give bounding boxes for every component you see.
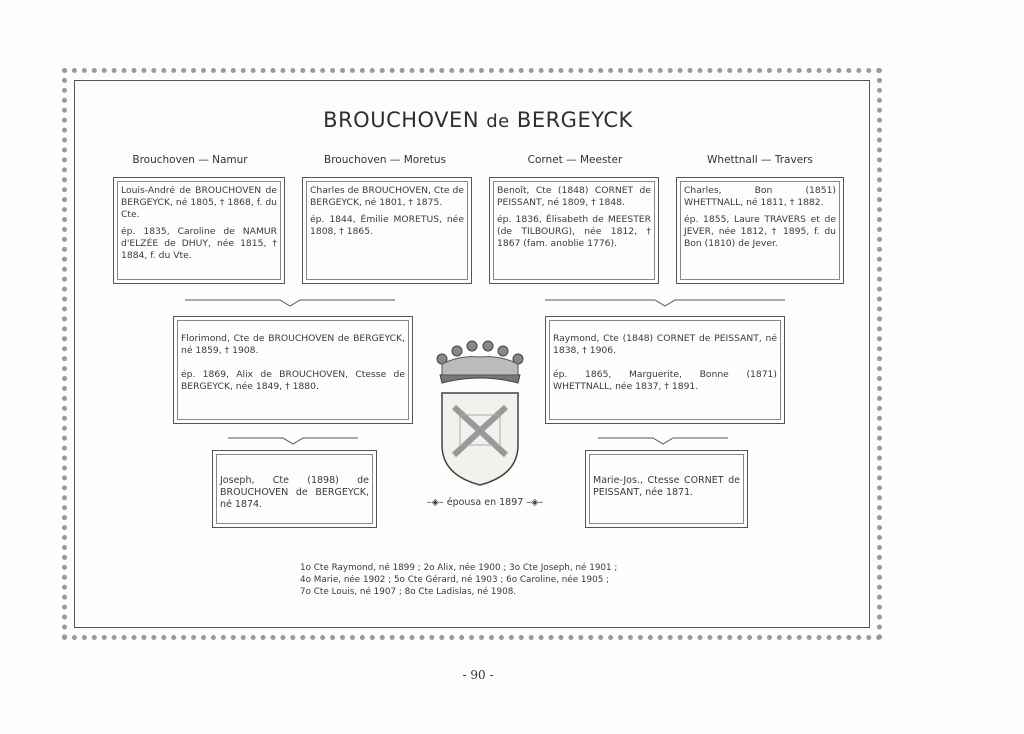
brace-connector <box>545 297 785 307</box>
second-gen-left-line-2: ép. 1869, Alix de BROUCHOVEN, Ctesse de BERGEYCK, née 1849, † 1880. <box>181 369 405 392</box>
third-gen-left-line: Joseph, Cte (1898) de BROUCHOVEN de BERGEYCK, né 1874. <box>220 475 369 510</box>
ancestor-2-line-1: Charles de BROUCHOVEN, Cte de BERGEYCK, né 1801, † 1875. <box>310 185 464 208</box>
third-gen-right-box <box>585 450 748 528</box>
ancestor-3-line-1: Benoît, Cte (1848) CORNET de PEISSANT, né 1809, † 1848. <box>497 185 651 208</box>
second-gen-right-line-2: ép. 1865, Marguerite, Bonne (1871) WHETTNALL, née 1837, † 1891. <box>553 369 777 392</box>
ancestor-box-4 <box>676 177 844 284</box>
second-gen-left-line-1: Florimond, Cte de BROUCHOVEN de BERGEYCK, né 1859, † 1908. <box>181 333 405 356</box>
second-gen-right-box <box>545 316 785 424</box>
second-gen-left-box <box>173 316 413 424</box>
brace-connector <box>228 435 358 445</box>
page-title: BROUCHOVEN de BERGEYCK <box>323 108 633 132</box>
children-line-1: 1o Cte Raymond, né 1899 ; 2o Alix, née 1900 ; 3o Cte Joseph, né 1901 ; <box>300 563 618 573</box>
page-number: - 90 - <box>462 668 494 682</box>
ancestor-box-1 <box>113 177 285 284</box>
ancestor-box-2 <box>302 177 472 284</box>
children-line-3: 7o Cte Louis, né 1907 ; 8o Cte Ladislas, né 1908. <box>300 587 517 597</box>
children-list <box>300 562 660 598</box>
ancestor-2-line-2: ép. 1844, Émilie MORETUS, née 1808, † 1865. <box>310 214 464 237</box>
column-heading-4: Whettnall — Travers <box>707 154 813 166</box>
coat-of-arms-icon <box>430 335 530 490</box>
ancestor-1-line-2: ép. 1835, Caroline de NAMUR d'ELZÉE de DHUY, née 1815, † 1884, f. du Vte. <box>121 226 277 261</box>
column-heading-1: Brouchoven — Namur <box>132 154 248 166</box>
children-line-2: 4o Marie, née 1902 ; 5o Cte Gérard, né 1903 ; 6o Caroline, née 1905 ; <box>300 575 610 585</box>
column-heading-2: Brouchoven — Moretus <box>324 154 446 166</box>
ornament-icon: –◈– <box>426 497 444 508</box>
ancestor-box-3 <box>489 177 659 284</box>
third-gen-right-line: Marie-Jos., Ctesse CORNET de PEISSANT, née 1871. <box>593 475 740 498</box>
espousa-text: épousa en 1897 <box>446 497 524 508</box>
ancestor-3-line-2: ép. 1836, Élisabeth de MEESTER (de TILBOURG), née 1812, † 1867 (fam. anoblie 1776). <box>497 214 651 249</box>
marriage-connector <box>410 497 560 508</box>
second-gen-right-line-1: Raymond, Cte (1848) CORNET de PEISSANT, né 1838, † 1906. <box>553 333 777 356</box>
brace-connector <box>598 435 728 445</box>
ancestor-1-line-1: Louis-André de BROUCHOVEN de BERGEYCK, né 1805, † 1868, f. du Cte. <box>121 185 277 220</box>
ancestor-4-line-1: Charles, Bon (1851) WHETTNALL, né 1811, † 1882. <box>684 185 836 208</box>
ancestor-4-line-2: ép. 1855, Laure TRAVERS et de JEVER, née 1812, † 1895, f. du Bon (1810) de Jever. <box>684 214 836 249</box>
column-heading-3: Cornet — Meester <box>527 154 623 166</box>
third-gen-left-box <box>212 450 377 528</box>
brace-connector <box>185 297 395 307</box>
ornament-icon: –◈– <box>526 497 544 508</box>
